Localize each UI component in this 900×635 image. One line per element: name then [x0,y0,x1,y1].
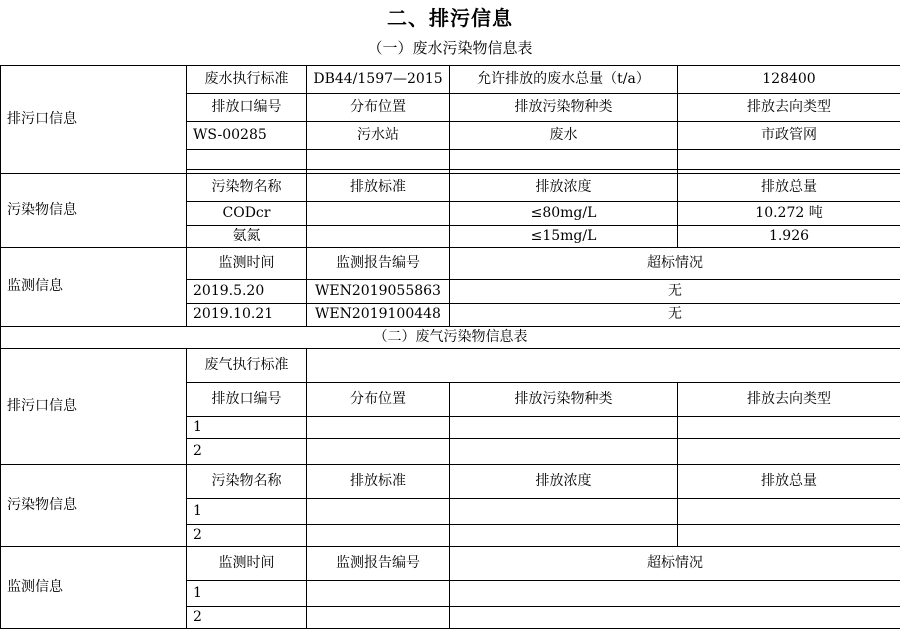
row-number: 2 [187,525,307,547]
pollutant-concentration: ≤15mg/L [450,226,678,248]
water-outlet-info-label: 排污口信息 [1,66,187,174]
waste-gas-table-title: （二）废气污染物信息表 [1,327,900,349]
col-header: 分布位置 [307,383,450,417]
monitor-report-id: WEN2019055863 [307,280,450,304]
gas-pollutant-info-label: 污染物信息 [1,465,187,547]
col-header: 污染物名称 [187,174,307,202]
gas-standard-row [1,349,900,383]
outlet-location: 污水站 [307,122,450,150]
row-number: 1 [187,417,307,439]
wastewater-table-title: （一）废水污染物信息表 [367,39,533,57]
col-header: 排放污染物种类 [450,383,678,417]
col-header: 排放去向类型 [678,383,900,417]
pollutant-total: 10.272 吨 [678,202,900,226]
gas-pollutant-header-row [1,465,900,499]
gas-monitor-header-row [1,547,900,581]
gas-section-row [1,327,900,349]
monitor-report-id: WEN2019100448 [307,304,450,327]
col-header: 排放标准 [307,174,450,202]
col-header: 排放浓度 [450,174,678,202]
water-standard-value: DB44/1597—2015 [307,66,450,94]
exceed-status: 无 [450,304,900,327]
water-pollutant-info-label: 污染物信息 [1,174,187,248]
col-header: 排放总量 [678,174,900,202]
pollutant-name: CODcr [187,202,307,226]
monitor-date: 2019.10.21 [187,304,307,327]
outlet-destination: 市政管网 [678,122,900,150]
pollutant-concentration: ≤80mg/L [450,202,678,226]
water-allowed-total-label: 允许排放的废水总量（t/a） [450,66,678,94]
col-header: 排放去向类型 [678,94,900,122]
row-number: 1 [187,499,307,525]
pollutant-name: 氨氮 [187,226,307,248]
col-header: 排放口编号 [187,383,307,417]
col-header: 分布位置 [307,94,450,122]
pollutant-standard [307,202,450,226]
outlet-pollutant-type: 废水 [450,122,678,150]
pollution-info-table [0,65,900,629]
pollutant-total: 1.926 [678,226,900,248]
water-standard-label: 废水执行标准 [187,66,307,94]
col-header: 监测时间 [187,248,307,280]
col-header: 监测报告编号 [307,547,450,581]
water-monitor-info-label: 监测信息 [1,248,187,327]
gas-monitor-info-label: 监测信息 [1,547,187,629]
row-number: 2 [187,607,307,629]
col-header: 排放总量 [678,465,900,499]
col-header: 排放标准 [307,465,450,499]
gas-outlet-info-label: 排污口信息 [1,349,187,465]
water-allowed-total-value: 128400 [678,66,900,94]
water-standard-row [1,66,900,94]
col-header: 监测时间 [187,547,307,581]
gas-standard-label: 废气执行标准 [187,349,307,383]
monitor-date: 2019.5.20 [187,280,307,304]
col-header: 排放浓度 [450,465,678,499]
row-number: 2 [187,439,307,465]
col-header: 污染物名称 [187,465,307,499]
col-header: 排放污染物种类 [450,94,678,122]
col-header: 超标情况 [450,547,900,581]
exceed-status: 无 [450,280,900,304]
water-monitor-header-row [1,248,900,280]
gas-standard-value [307,349,900,383]
pollutant-standard [307,226,450,248]
col-header: 排放口编号 [187,94,307,122]
row-number: 1 [187,581,307,607]
outlet-id: WS-00285 [187,122,307,150]
col-header: 监测报告编号 [307,248,450,280]
water-pollutant-header-row [1,174,900,202]
page-title: 二、排污信息 [387,6,513,30]
col-header: 超标情况 [450,248,900,280]
